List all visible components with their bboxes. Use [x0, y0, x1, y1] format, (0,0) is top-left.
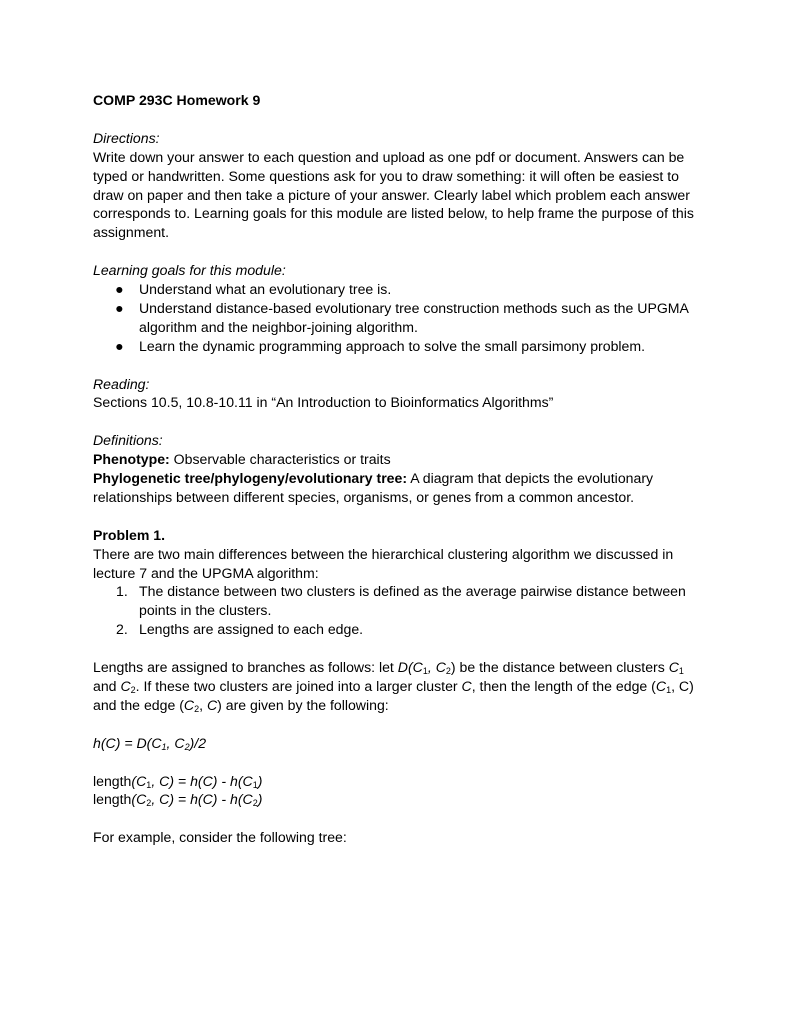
height-formula: $h(C) = D(C_1$, $C_2)/2$	[93, 734, 207, 752]
learning-goals-list	[93, 280, 705, 356]
problem-1-intro: There are two main differences between the hierarchical clustering algorithm we discussed in lecture 7 and the UPGMA algorithm:	[93, 545, 674, 581]
reading-heading: Reading:	[93, 375, 150, 392]
list-item	[93, 620, 705, 639]
definition-phylogenetic-tree	[93, 469, 705, 507]
bullet-icon: ●	[115, 299, 124, 316]
list-number: 2.	[116, 621, 128, 638]
bullet-icon: ●	[115, 337, 124, 354]
list-item-text: Understand distance-based evolutionary tree construction methods such as the UPGMA algorithm and the neighbor-joining algorithm.	[139, 299, 689, 335]
definition-term: Phenotype:	[93, 451, 170, 468]
definition-text: Observable characteristics or traits	[169, 451, 391, 468]
length-formula-2: $length(C_2$, $C) = h(C) - h(C_2)$	[93, 791, 263, 809]
directions-body: Write down your answer to each question and upload as one pdf or document. Answers can be typed or handwritten. Some questions ask for you to draw something: it will often be easiest to draw on paper and then take a picture of your answer. Clearly label which problem each answer corresponds to. Learning goals for this module are listed below, to help frame the purpose of this assignment.	[93, 148, 694, 241]
branch-lengths-paragraph: Lengths are assigned to branches as follows: let $D(C_1$, $C_2$) be the distance between clusters $C_1$ and $C_2$. If these two clusters are joined into a larger cluster C, then the length of the edge ($C_1$, C) and the edge ($C_2$, C) are given by the following:	[93, 659, 694, 714]
list-item-text: Learn the dynamic programming approach to solve the small parsimony problem.	[139, 337, 646, 354]
length-formula-1: $length(C_1$, $C) = h(C) - h(C_1)$	[93, 772, 263, 790]
differences-list	[93, 582, 705, 639]
list-item	[93, 280, 705, 299]
definition-term: Phylogenetic tree/phylogeny/evolutionary tree:	[93, 470, 408, 487]
list-item	[93, 299, 705, 337]
list-number: 1.	[116, 583, 128, 600]
list-item	[93, 337, 705, 356]
definition-phenotype	[93, 450, 705, 469]
learning-goals-heading: Learning goals for this module:	[93, 262, 286, 279]
example-intro: For example, consider the following tree:	[93, 829, 347, 846]
list-item-text: Understand what an evolutionary tree is.	[139, 281, 392, 298]
document-title: COMP 293C Homework 9	[93, 92, 261, 108]
definitions-heading: Definitions:	[93, 432, 163, 449]
document-page	[93, 91, 705, 847]
list-item-text: Lengths are assigned to each edge.	[139, 621, 364, 638]
directions-heading: Directions:	[93, 129, 160, 146]
list-item	[93, 582, 705, 620]
list-item-text: The distance between two clusters is defined as the average pairwise distance between points in the clusters.	[139, 583, 686, 619]
definition-text: A diagram that depicts the evolutionary relationships between different species, organisms, or genes from a common ancestor.	[93, 470, 654, 505]
reading-body: Sections 10.5, 10.8-10.11 in “An Introduction to Bioinformatics Algorithms”	[93, 394, 554, 411]
problem-1-heading: Problem 1.	[93, 526, 166, 543]
bullet-icon: ●	[115, 281, 124, 298]
